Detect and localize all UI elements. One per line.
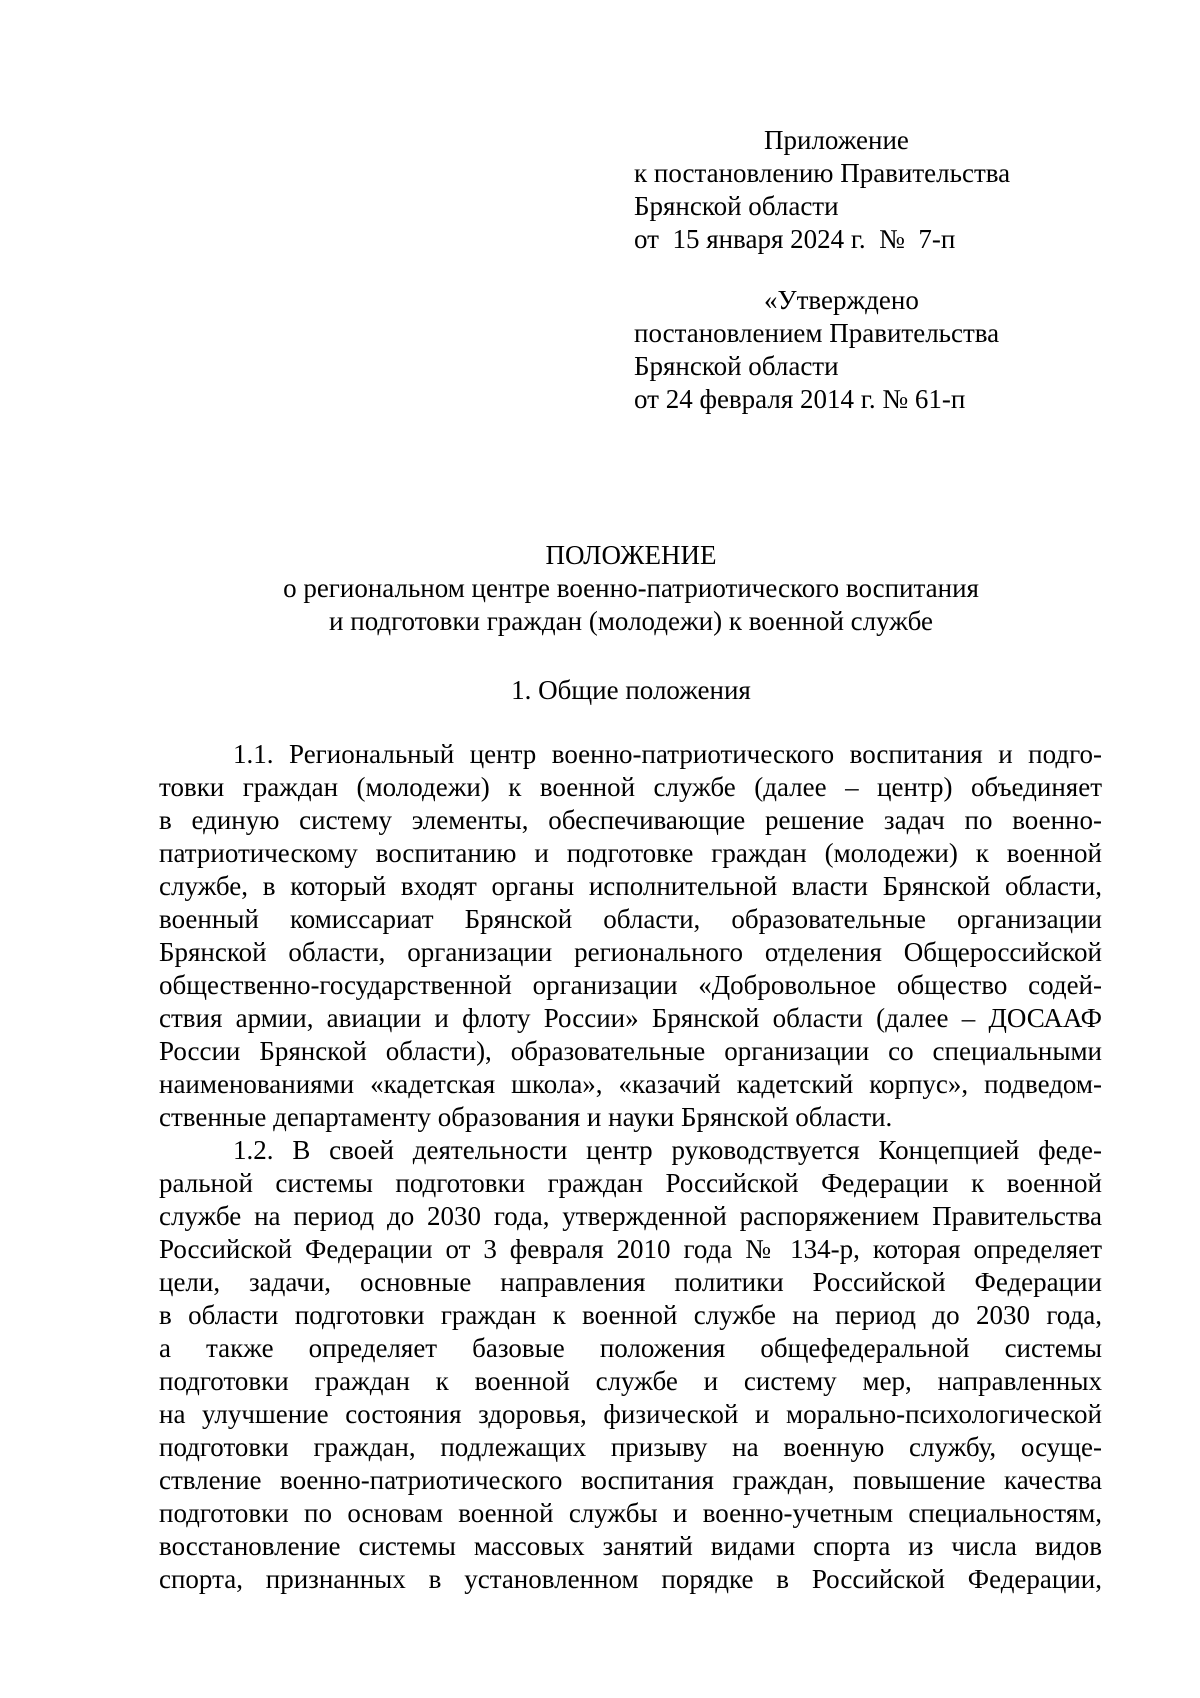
- paragraph-line: общественно-государственной организации «Добровольное общество содей-: [159, 970, 1102, 1000]
- paragraph-line: подготовки по основам военной службы и военно-учетным специальностям,: [159, 1498, 1102, 1528]
- approval-stamp: [634, 284, 999, 416]
- paragraph-line: Российской Федерации от 3 февраля 2010 года № 134-р, которая определяет: [159, 1234, 1102, 1264]
- document-body: [159, 738, 1102, 1596]
- paragraph-line: наименованиями «кадетская школа», «казачий кадетский корпус», подведом-: [159, 1069, 1102, 1099]
- approval-date-number: от 24 февраля 2014 г. № 61-п: [634, 384, 966, 414]
- approval-title: «Утверждено: [764, 285, 919, 315]
- paragraph-line: в области подготовки граждан к военной службе на период до 2030 года,: [159, 1300, 1102, 1330]
- approval-reference: постановлением Правительства: [634, 318, 1000, 348]
- appendix-title: Приложение: [764, 125, 909, 155]
- paragraph-line: восстановление системы массовых занятий видами спорта из числа видов: [159, 1531, 1102, 1561]
- paragraph-line: подготовки граждан к военной службе и систему мер, направленных: [159, 1366, 1102, 1396]
- paragraph-line: спорта, признанных в установленном порядке в Российской Федерации,: [159, 1564, 1102, 1594]
- paragraph-line: ствия армии, авиации и флоту России» Брянской области (далее – ДОСААФ: [159, 1003, 1102, 1033]
- paragraph-line: России Брянской области), образовательные организации со специальными: [159, 1036, 1102, 1066]
- document-subtitle-line-1: о региональном центре военно-патриотического воспитания: [283, 573, 979, 603]
- paragraph-line: 1.1. Региональный центр военно-патриотического воспитания и подго-: [233, 739, 1102, 769]
- section-title: 1. Общие положения: [511, 675, 751, 705]
- paragraph-line: товки граждан (молодежи) к военной службе (далее – центр) объединяет: [159, 772, 1102, 802]
- paragraph-line: 1.2. В своей деятельности центр руководствуется Концепцией феде-: [233, 1135, 1102, 1165]
- paragraph-line: Брянской области, организации регионального отделения Общероссийской: [159, 937, 1102, 967]
- paragraph-line: службе на период до 2030 года, утвержденной распоряжением Правительства: [159, 1201, 1102, 1231]
- paragraph-line: на улучшение состояния здоровья, физической и морально-психологической: [159, 1399, 1102, 1429]
- document-heading: ПОЛОЖЕНИЕ: [545, 540, 717, 570]
- paragraph-1-1: [159, 738, 1102, 1134]
- appendix-header: [634, 124, 1010, 256]
- paragraph-line: службе, в который входят органы исполнительной власти Брянской области,: [159, 871, 1102, 901]
- paragraph-line: а также определяет базовые положения общефедеральной системы: [159, 1333, 1102, 1363]
- paragraph-1-2: [159, 1134, 1102, 1596]
- paragraph-line: цели, задачи, основные направления политики Российской Федерации: [159, 1267, 1102, 1297]
- paragraph-line: патриотическому воспитанию и подготовке граждан (молодежи) к военной: [159, 838, 1102, 868]
- section-heading: [0, 674, 1200, 707]
- appendix-date-number: от 15 января 2024 г. № 7-п: [634, 224, 956, 254]
- paragraph-line: военный комиссариат Брянской области, образовательные организации: [159, 904, 1102, 934]
- paragraph-line: подготовки граждан, подлежащих призыву на военную службу, осуще-: [159, 1432, 1102, 1462]
- paragraph-line: ральной системы подготовки граждан Российской Федерации к военной: [159, 1168, 1102, 1198]
- paragraph-line: ствление военно-патриотического воспитания граждан, повышение качества: [159, 1465, 1102, 1495]
- paragraph-line: ственные департаменту образования и науки Брянской области.: [159, 1102, 893, 1132]
- appendix-reference: к постановлению Правительства: [634, 158, 1011, 188]
- document-title: [0, 539, 1200, 638]
- appendix-region: Брянской области: [634, 191, 839, 221]
- document-subtitle-line-2: и подготовки граждан (молодежи) к военной службе: [329, 606, 933, 636]
- approval-region: Брянской области: [634, 351, 839, 381]
- paragraph-line: в единую систему элементы, обеспечивающие решение задач по военно-: [159, 805, 1102, 835]
